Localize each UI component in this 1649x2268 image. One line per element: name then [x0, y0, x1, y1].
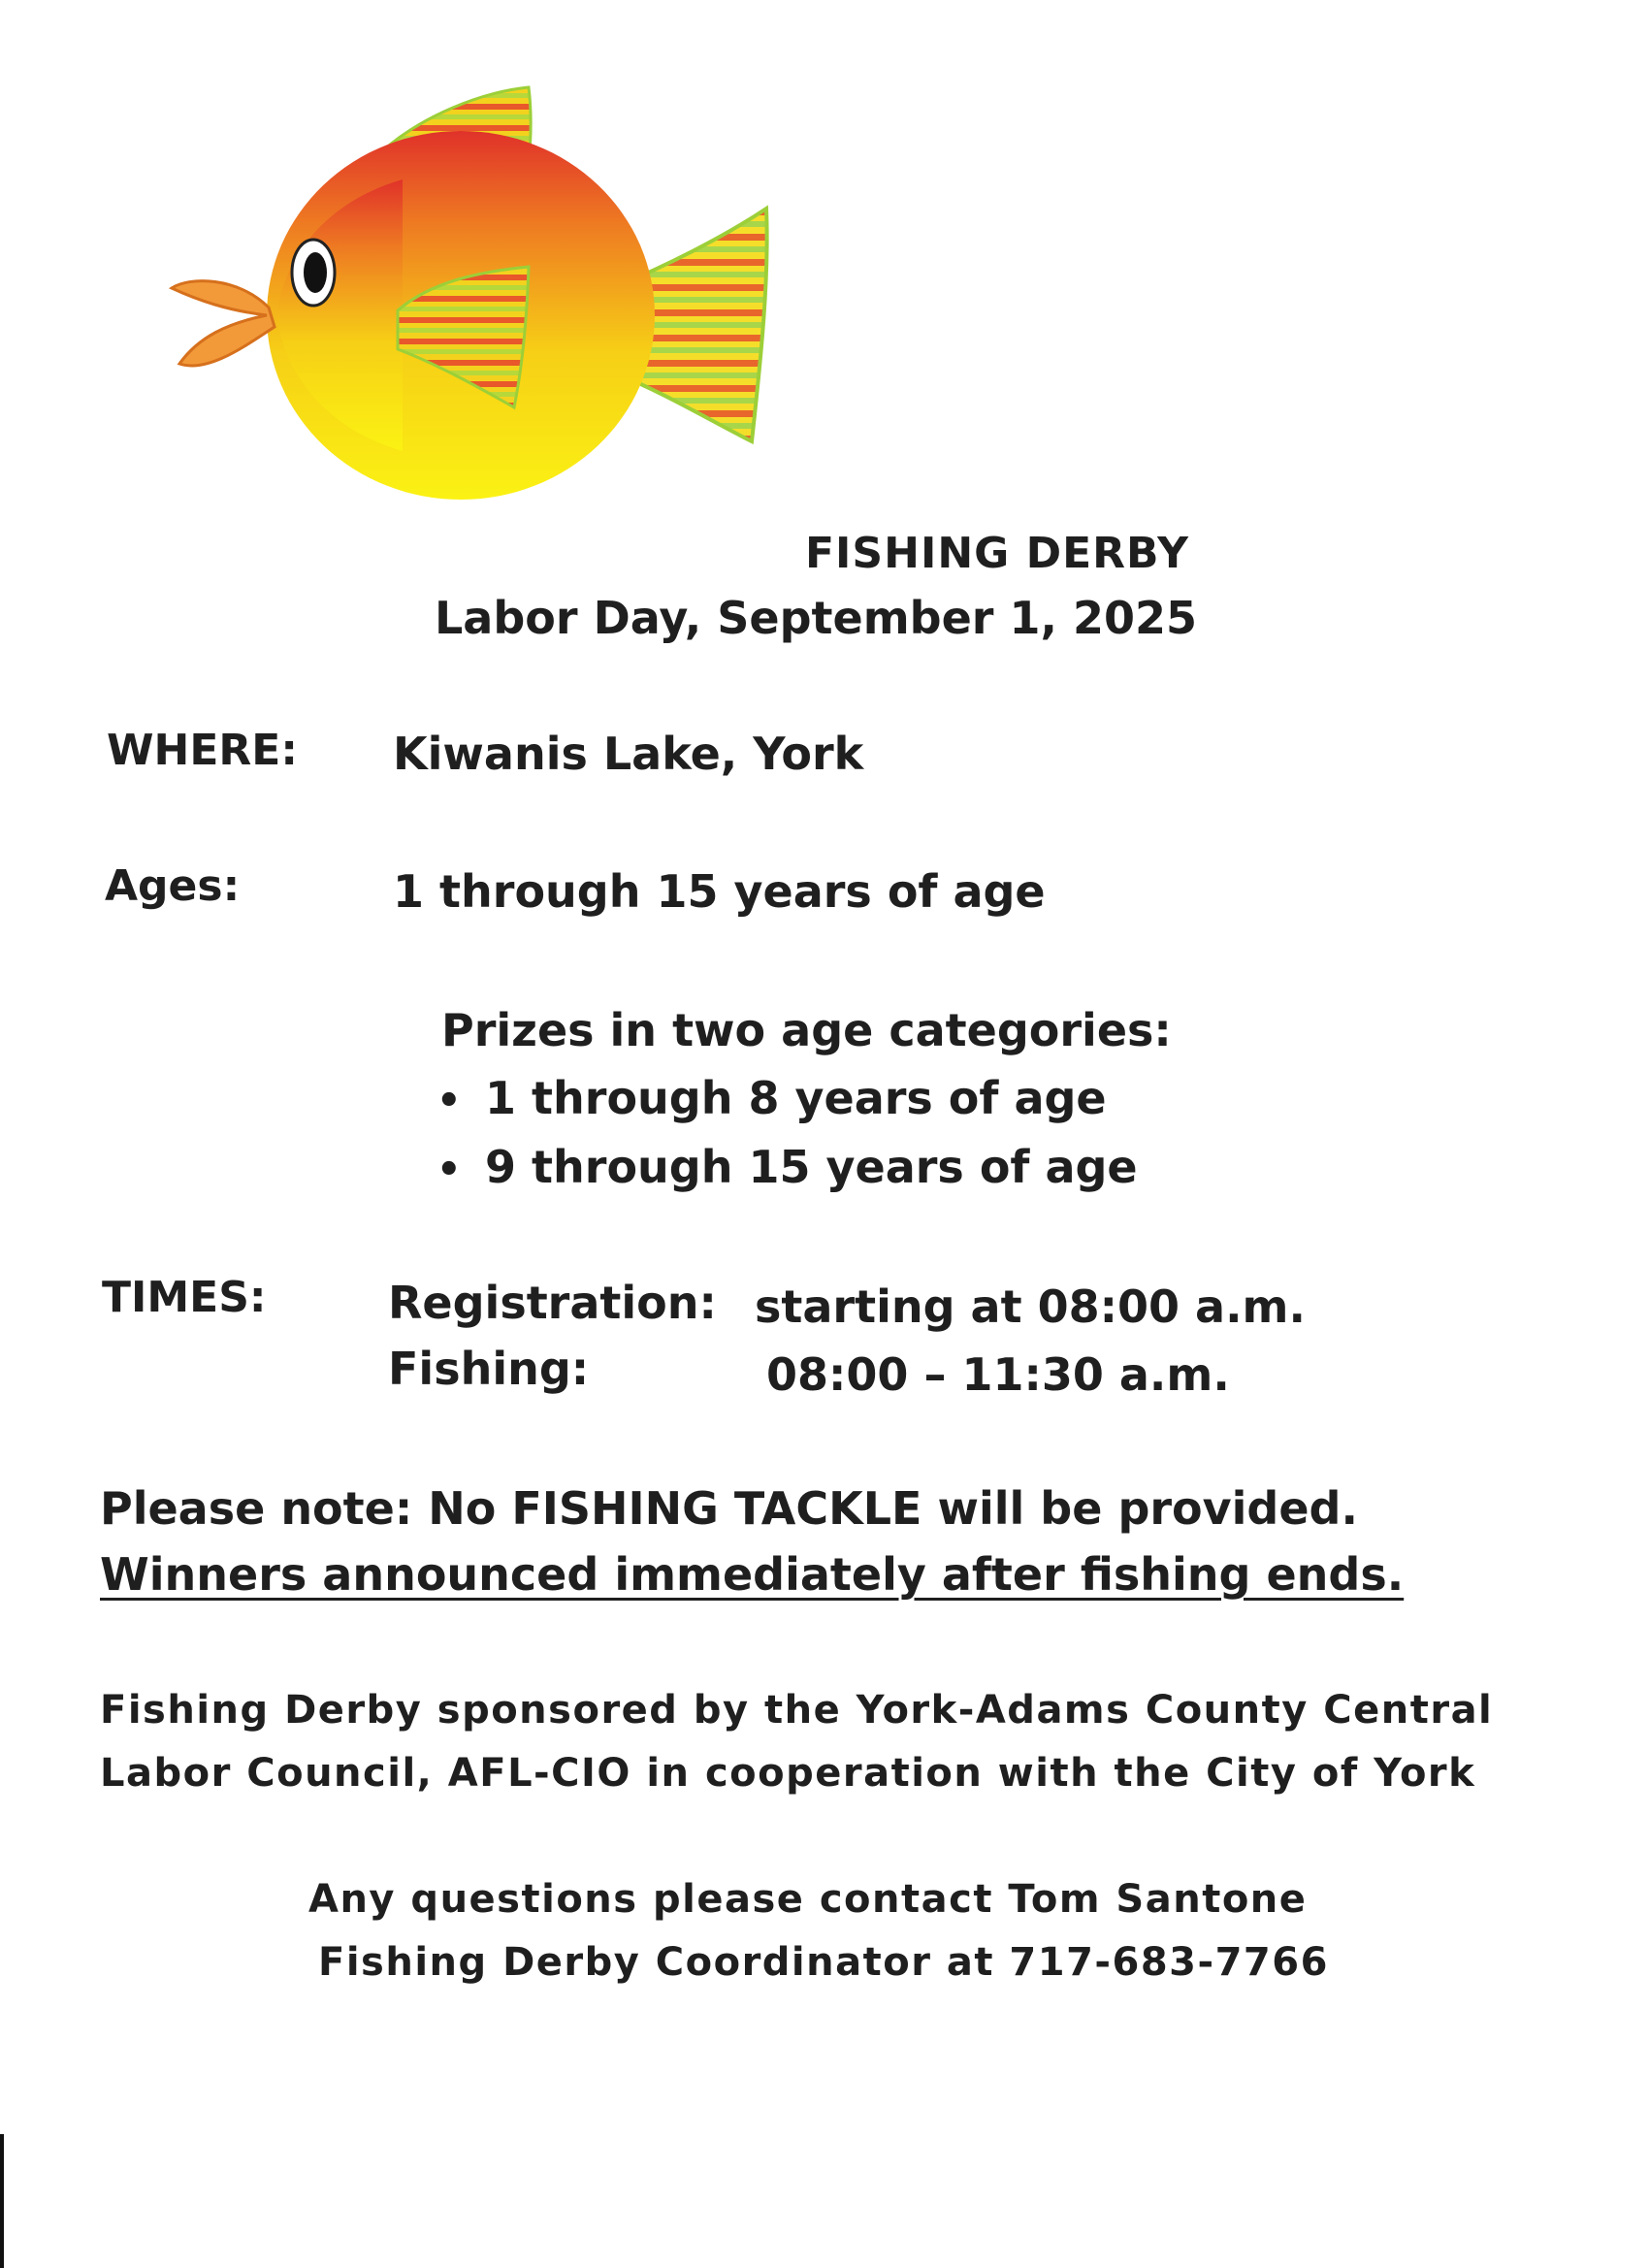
fishing-label: Fishing:: [388, 1343, 590, 1395]
registration-label: Registration:: [388, 1277, 717, 1329]
sponsor-line: Fishing Derby sponsored by the York-Adams County Central: [100, 1688, 1494, 1733]
registration-value: starting at 08:00 a.m.: [755, 1280, 1306, 1333]
bullet-icon: •: [436, 1148, 462, 1192]
tackle-note: Please note: No FISHING TACKLE will be provided.: [100, 1482, 1358, 1535]
prizes-heading: Prizes in two age categories:: [441, 1004, 1172, 1056]
ages-label: Ages:: [105, 861, 241, 911]
where-label: WHERE:: [107, 726, 298, 775]
sponsor-line: Labor Council, AFL-CIO in cooperation with the City of York: [100, 1751, 1476, 1796]
event-date: Labor Day, September 1, 2025: [435, 592, 1198, 644]
prize-category-text: 1 through 8 years of age: [485, 1072, 1107, 1124]
where-value: Kiwanis Lake, York: [393, 728, 864, 780]
prize-category-item: [436, 1141, 1138, 1193]
winners-note: Winners announced immediately after fishing ends.: [100, 1548, 1405, 1601]
prize-category-item: [436, 1072, 1107, 1124]
fish-illustration: [160, 82, 781, 524]
contact-line: Any questions please contact Tom Santone: [308, 1877, 1308, 1922]
prize-category-text: 9 through 15 years of age: [485, 1141, 1138, 1193]
contact-line: Fishing Derby Coordinator at 717-683-7766: [318, 1940, 1329, 1985]
ages-value: 1 through 15 years of age: [393, 865, 1046, 918]
scan-edge-mark: [0, 2134, 4, 2268]
bullet-icon: •: [436, 1079, 462, 1123]
flyer-title: FISHING DERBY: [805, 529, 1190, 578]
times-label: TIMES:: [102, 1273, 267, 1322]
fishing-value: 08:00 – 11:30 a.m.: [766, 1348, 1230, 1401]
